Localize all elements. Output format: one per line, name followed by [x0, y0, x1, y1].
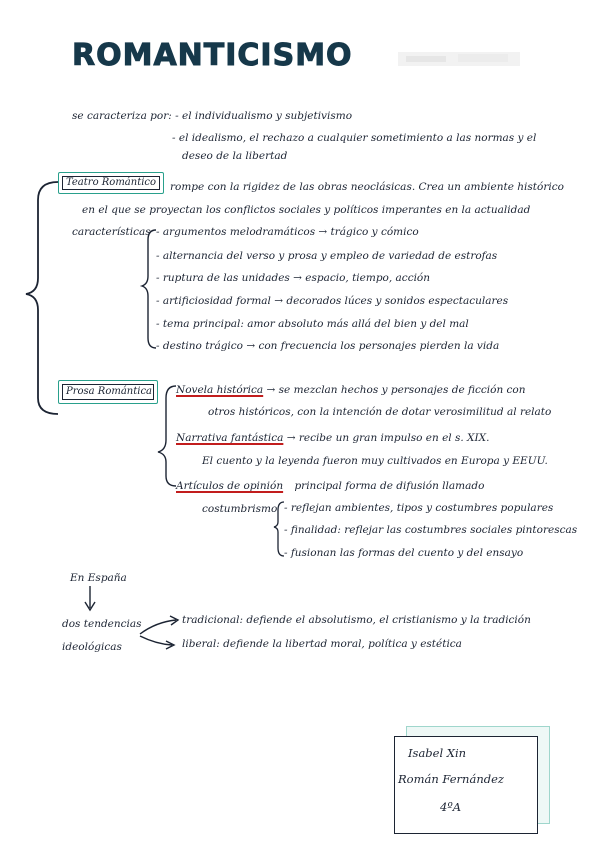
articulos-heading: Artículos de opinión [176, 480, 284, 492]
teatro-desc-1: rompe con la rigidez de las obras neoclásicas. Crea un ambiente histórico [170, 181, 564, 193]
title-smudge [398, 48, 520, 72]
espana-label: En España [70, 572, 127, 584]
tendencia-tradicional: tradicional: defiende el absolutismo, el cristianismo y la tradición [182, 614, 531, 626]
signature-line-2: Román Fernández [398, 772, 504, 786]
teatro-item-3: - ruptura de las unidades → espacio, tiempo, acción [156, 272, 431, 284]
intro-line-3: deseo de la libertad [182, 150, 288, 162]
tendencia-liberal: liberal: defiende la libertad moral, política y estética [182, 638, 462, 650]
tendencias-line-2: ideológicas [62, 641, 122, 653]
novela-text-2: otros históricos, con la intención de dotar verosimilitud al relato [208, 406, 552, 418]
page-title: ROMANTICISMO [72, 38, 353, 73]
intro-line-1: se caracteriza por: - el individualismo y subjetivismo [72, 110, 353, 122]
teatro-item-2: - alternancia del verso y prosa y empleo de variedad de estrofas [156, 250, 498, 262]
costumbrismo-item-3: - fusionan las formas del cuento y del ensayo [284, 547, 524, 559]
costumbrismo-item-2: - finalidad: reflejar las costumbres sociales pintorescas [284, 524, 578, 536]
novela-line-1 [176, 384, 526, 396]
articulos-text-1: principal forma de difusión llamado [294, 480, 485, 492]
caracteristicas-label: características [72, 226, 151, 238]
novela-text-1: → se mezclan hechos y personajes de ficción con [266, 384, 526, 396]
teatro-desc-2: en el que se proyectan los conflictos sociales y políticos imperantes en la actualidad [82, 204, 531, 216]
costumbrismo-item-1: - reflejan ambientes, tipos y costumbres populares [284, 502, 554, 514]
tendencias-line-1: dos tendencias [62, 618, 142, 630]
costumbrismo-label: costumbrismo [202, 503, 278, 515]
signature-line-1: Isabel Xin [408, 746, 467, 760]
teatro-label: Teatro Romántico [66, 177, 157, 188]
prosa-label: Prosa Romántica [66, 386, 153, 397]
intro-line-2: - el idealismo, el rechazo a cualquier sometimiento a las normas y el [172, 132, 537, 144]
narrativa-line-1 [176, 432, 489, 444]
teatro-item-6: - destino trágico → con frecuencia los personajes pierden la vida [156, 340, 500, 352]
narrativa-text-2: El cuento y la leyenda fueron muy cultivados en Europa y EEUU. [202, 455, 548, 467]
teatro-item-4: - artificiosidad formal → decorados lúces y sonidos espectaculares [156, 295, 509, 307]
articulos-line-1 [176, 480, 484, 492]
narrativa-text-1: → recibe un gran impulso en el s. XIX. [286, 432, 490, 444]
narrativa-heading: Narrativa fantástica [176, 432, 284, 444]
novela-heading: Novela histórica [176, 384, 264, 396]
teatro-item-1: - argumentos melodramáticos → trágico y cómico [156, 226, 419, 238]
teatro-item-5: - tema principal: amor absoluto más allá del bien y del mal [156, 318, 469, 330]
signature-line-3: 4ºA [440, 800, 462, 814]
